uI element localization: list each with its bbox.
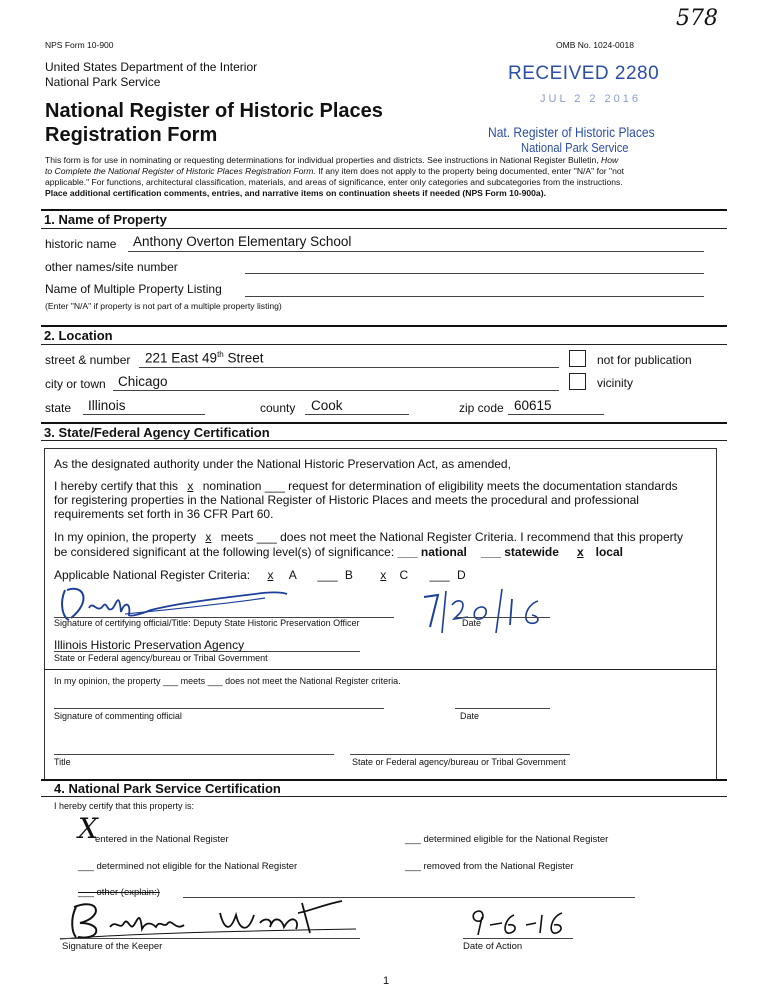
instructions-text: This form is for use in nominating or requesting determinations for individual properties and districts. See instructions in National Register Bulletin,: [45, 155, 601, 165]
vicinity-label: vicinity: [597, 376, 634, 390]
level-local-mark: x: [576, 545, 584, 559]
service-name: National Park Service: [45, 75, 161, 89]
handwritten-page-number: 578: [676, 6, 718, 31]
keeper-date-handwritten: [468, 905, 568, 939]
field-underline: [113, 390, 559, 391]
received-stamp-line2: National Park Service: [521, 140, 629, 155]
level-local: local: [595, 545, 623, 559]
field-underline: [83, 414, 205, 415]
commenting-opinion: In my opinion, the property ___ meets ___ does not meet the National Register criteria.: [54, 676, 401, 686]
section-divider: [41, 228, 727, 229]
state-label: state: [45, 401, 72, 415]
commenting-signature-label: Signature of commenting official: [54, 711, 182, 721]
page-title-line1: National Register of Historic Places: [45, 100, 383, 122]
field-underline: [245, 273, 704, 274]
section-divider: [41, 209, 727, 211]
certifying-signature-label: Signature of certifying official/Title: Deputy State Historic Preservation Officer: [54, 618, 360, 628]
opinion-text-part: meets ___ does not meet the National Register Criteria. I recommend that this property: [217, 530, 683, 544]
section1-heading: 1. Name of Property: [44, 212, 167, 227]
certifying-date-handwritten: [420, 587, 570, 637]
other-option[interactable]: ___ other (explain:): [78, 887, 160, 898]
action-date-line: [463, 938, 573, 939]
other-names-label: other names/site number: [45, 260, 178, 274]
certify-text-part: nomination ___ request for determination of eligibility meets the documentation standards: [199, 479, 678, 493]
criterion-a: A: [288, 568, 297, 582]
street-label: street & number: [45, 353, 131, 367]
inner-divider: [44, 669, 716, 670]
criterion-a-mark: x: [267, 568, 274, 582]
criterion-c-mark: x: [380, 568, 387, 582]
nps-certify-text: I hereby certify that this property is:: [54, 801, 195, 811]
agency-line: [350, 754, 570, 755]
determined-eligible-option[interactable]: ___ determined eligible for the National Register: [405, 834, 609, 845]
agency-label: State or Federal agency/bureau or Tribal Government: [54, 653, 268, 663]
agency-line: [54, 651, 360, 652]
certify-text-part: requirements set forth in 36 CFR Part 60.: [54, 507, 274, 521]
section4-heading: 4. National Park Service Certification: [54, 781, 281, 796]
opinion-text-part: be considered significant at the following level(s) of significance:: [54, 545, 398, 559]
county-label: county: [260, 401, 296, 415]
multiple-property-note: (Enter "N/A" if property is not part of a multiple property listing): [45, 301, 282, 311]
field-underline: [508, 414, 604, 415]
department-name: United States Department of the Interior: [45, 60, 258, 74]
certify-text-part: for registering properties in the National Register of Historic Places and meets the procedural and professional: [54, 493, 639, 507]
instructions: [45, 155, 735, 199]
historic-name-label: historic name: [45, 237, 117, 251]
county-value[interactable]: Cook: [311, 398, 343, 413]
section-divider: [41, 796, 727, 797]
omb-number: OMB No. 1024-0018: [556, 40, 634, 50]
section3-heading: 3. State/Federal Agency Certification: [44, 425, 270, 440]
field-underline: [305, 414, 409, 415]
opinion-text: [54, 530, 714, 560]
section-divider: [41, 422, 727, 424]
form-number: NPS Form 10-900: [45, 40, 114, 50]
removed-option[interactable]: ___ removed from the National Register: [405, 861, 574, 872]
date-line: [455, 708, 550, 709]
instructions-text: How: [601, 155, 619, 165]
section-divider: [41, 344, 727, 345]
commenting-title-label: Title: [54, 757, 71, 767]
criteria-row: [54, 568, 466, 582]
agency-value: Illinois Historic Preservation Agency: [54, 638, 245, 652]
criterion-b-mark: ___: [317, 568, 338, 582]
field-underline: [128, 251, 704, 252]
vicinity-checkbox[interactable]: [569, 373, 586, 390]
entered-register-option[interactable]: entered in the National Register: [95, 834, 229, 845]
certify-text: [54, 479, 714, 521]
field-underline: [245, 296, 704, 297]
street-value-text: 221 East 49: [145, 350, 218, 366]
section-divider: [41, 325, 727, 327]
level-national: ___ national: [397, 545, 467, 559]
criterion-c: C: [399, 568, 409, 582]
keeper-signature: [60, 893, 360, 943]
opinion-text-part: In my opinion, the property: [54, 530, 200, 544]
street-value-text: Street: [223, 350, 264, 366]
authority-text: As the designated authority under the National Historic Preservation Act, as amended,: [54, 457, 511, 471]
historic-name-value[interactable]: Anthony Overton Elementary School: [133, 234, 352, 249]
date-of-action-label: Date of Action: [463, 941, 523, 952]
instructions-text: Place additional certification comments, entries, and narrative items on continuation sheets if needed (NPS Form 10-900a).: [45, 188, 546, 198]
not-for-publication-label: not for publication: [597, 353, 692, 367]
street-value-sup: th: [217, 350, 224, 359]
field-underline: [139, 367, 559, 368]
criteria-label: Applicable National Register Criteria:: [54, 568, 251, 582]
commenting-agency-label: State or Federal agency/bureau or Tribal Government: [352, 757, 566, 767]
not-for-publication-checkbox[interactable]: [569, 350, 586, 367]
certify-text-part: I hereby certify that this: [54, 479, 182, 493]
keeper-signature-label: Signature of the Keeper: [62, 941, 163, 952]
criterion-b: B: [344, 568, 353, 582]
received-stamp-line1: Nat. Register of Historic Places: [488, 124, 655, 140]
criterion-d-mark: ___: [429, 568, 450, 582]
city-value[interactable]: Chicago: [118, 374, 168, 389]
page-number: 1: [383, 975, 390, 987]
zip-label: zip code: [459, 401, 504, 415]
certify-nomination-mark: x: [187, 479, 194, 493]
multiple-property-label: Name of Multiple Property Listing: [45, 282, 222, 296]
criterion-d: D: [456, 568, 466, 582]
zip-value[interactable]: 60615: [514, 398, 552, 413]
level-statewide: ___ statewide: [480, 545, 559, 559]
instructions-text: If any item does not apply to the property being documented, enter "N/A" for "not: [315, 166, 625, 176]
instructions-text: to Complete the National Register of Historic Places Registration Form.: [45, 166, 316, 176]
commenting-date-label: Date: [460, 711, 480, 721]
opinion-meets-mark: x: [205, 530, 212, 544]
city-label: city or town: [45, 377, 106, 391]
signature-line: [54, 708, 384, 709]
section2-heading: 2. Location: [44, 328, 113, 343]
street-value[interactable]: [145, 350, 264, 366]
keeper-signature-line: [60, 938, 360, 939]
instructions-text: applicable." For functions, architectural classification, materials, and areas of significance, enter only categories and subcategories from the instructions.: [45, 177, 623, 187]
not-eligible-option[interactable]: ___ determined not eligible for the National Register: [78, 861, 298, 872]
certifying-date-label: Date: [462, 618, 482, 628]
entered-check-mark: X: [78, 812, 98, 845]
received-stamp-date: JUL 2 2 2016: [540, 93, 642, 105]
page-title-line2: Registration Form: [45, 124, 218, 146]
title-line: [54, 754, 334, 755]
section-divider: [41, 440, 727, 441]
state-value[interactable]: Illinois: [88, 398, 126, 413]
received-stamp: RECEIVED 2280: [508, 63, 660, 84]
